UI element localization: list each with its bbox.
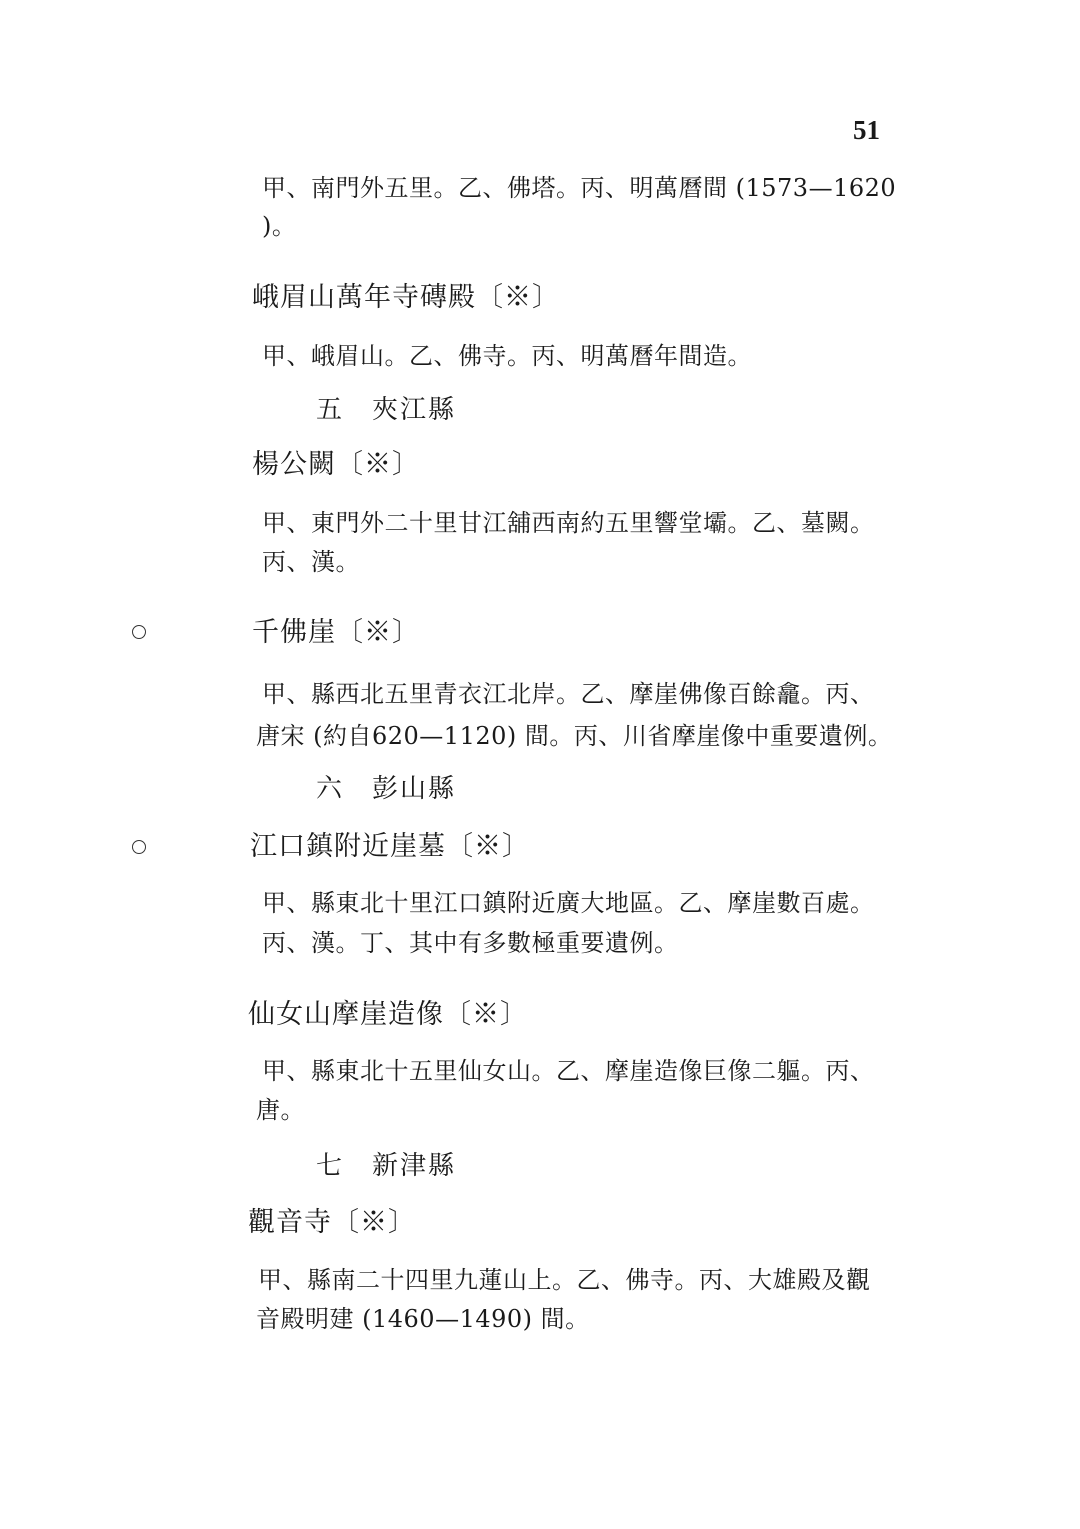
entry-heading: 仙女山摩崖造像〔※〕	[248, 999, 528, 1030]
page-number: 51	[853, 115, 880, 145]
circle-marker-icon	[132, 840, 146, 854]
entry-line: 甲、東門外二十里甘江舖西南約五里響堂壩。乙、墓闕。	[262, 509, 875, 537]
entry-line: 丙、漢。丁、其中有多數極重要遺例。	[262, 929, 679, 957]
entry-line: )。	[262, 212, 297, 240]
entry-heading: 楊公闕〔※〕	[252, 449, 420, 480]
entry-line: 甲、南門外五里。乙、佛塔。丙、明萬曆間 (1573—1620	[262, 174, 897, 202]
entry-line: 甲、縣南二十四里九蓮山上。乙、佛寺。丙、大雄殿及觀	[258, 1266, 871, 1294]
entry-heading: 峨眉山萬年寺磚殿〔※〕	[252, 282, 560, 313]
entry-line: 甲、縣東北十五里仙女山。乙、摩崖造像巨像二軀。丙、	[262, 1057, 875, 1085]
entry-line: 唐。	[256, 1096, 305, 1124]
section-heading: 五 夾江縣	[316, 395, 457, 425]
entry-line: 甲、縣東北十里江口鎮附近廣大地區。乙、摩崖數百處。	[262, 889, 875, 917]
entry-line: 音殿明建 (1460—1490) 間。	[256, 1305, 590, 1333]
entry-line: 甲、峨眉山。乙、佛寺。丙、明萬曆年間造。	[262, 342, 752, 370]
entry-heading: 千佛崖〔※〕	[252, 617, 420, 648]
section-heading: 六 彭山縣	[316, 774, 457, 804]
circle-marker-icon	[132, 625, 146, 639]
entry-heading: 江口鎮附近崖墓〔※〕	[250, 831, 530, 862]
entry-line: 唐宋 (約自620—1120) 間。丙、川省摩崖像中重要遺例。	[256, 722, 893, 750]
entry-line: 丙、漢。	[262, 548, 360, 576]
section-heading: 七 新津縣	[316, 1151, 457, 1181]
entry-line: 甲、縣西北五里青衣江北岸。乙、摩崖佛像百餘龕。丙、	[262, 680, 875, 708]
entry-heading: 觀音寺〔※〕	[248, 1207, 416, 1238]
